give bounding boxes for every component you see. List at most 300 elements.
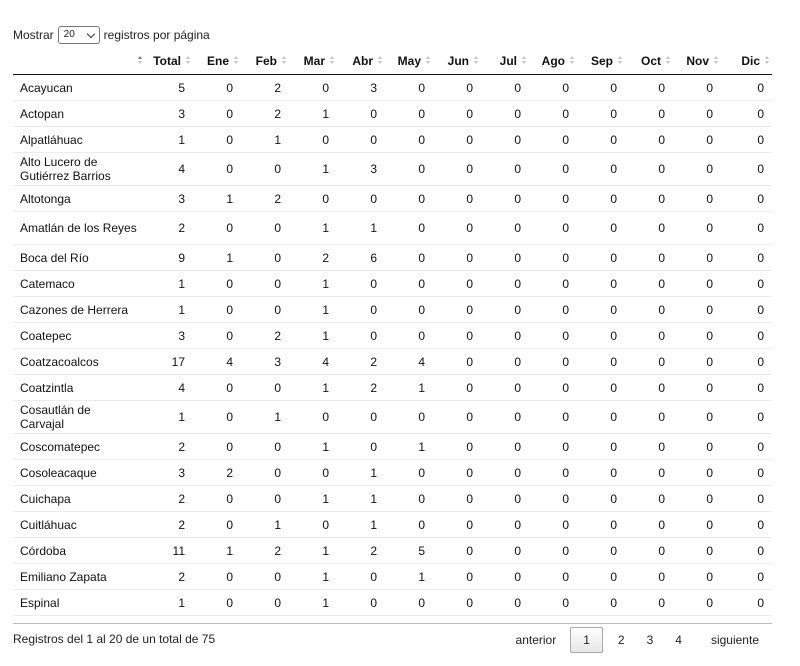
cell-feb: 0 — [241, 245, 289, 271]
cell-nov: 0 — [673, 486, 721, 512]
cell-jun: 0 — [433, 245, 481, 271]
pagination — [505, 627, 770, 653]
column-header-label: Jun — [447, 53, 469, 68]
cell-total: 3 — [145, 323, 193, 349]
column-header-label: Total — [153, 53, 181, 68]
cell-total: 4 — [145, 153, 193, 186]
cell-ago: 0 — [529, 245, 577, 271]
cell-abr: 1 — [337, 512, 385, 538]
length-menu — [13, 25, 210, 45]
table-row — [13, 401, 772, 434]
cell-municipio: Catemaco — [13, 271, 145, 297]
cell-municipio: Acayucan — [13, 75, 145, 101]
table-row — [13, 245, 772, 271]
cell-total: 17 — [145, 349, 193, 375]
cell-mar: 1 — [289, 101, 337, 127]
cell-dic: 0 — [721, 127, 772, 153]
cell-oct: 0 — [625, 297, 673, 323]
column-header-label: Ene — [206, 53, 229, 68]
cell-dic: 0 — [721, 75, 772, 101]
cell-dic: 0 — [721, 375, 772, 401]
cell-sep: 0 — [577, 486, 625, 512]
cell-nov: 0 — [673, 512, 721, 538]
table-row — [13, 460, 772, 486]
page-length-select[interactable] — [58, 26, 100, 44]
cell-may: 0 — [385, 245, 433, 271]
cell-mar: 1 — [289, 564, 337, 590]
cell-jul: 0 — [481, 127, 529, 153]
pagination-pages — [566, 627, 693, 653]
cell-dic: 0 — [721, 590, 772, 616]
cell-may: 0 — [385, 460, 433, 486]
cell-may: 0 — [385, 101, 433, 127]
cell-ago: 0 — [529, 297, 577, 323]
cell-may: 1 — [385, 564, 433, 590]
cell-ene: 0 — [193, 153, 241, 186]
cell-jul: 0 — [481, 153, 529, 186]
cell-jul: 0 — [481, 434, 529, 460]
cell-oct: 0 — [625, 271, 673, 297]
cell-jun: 0 — [433, 127, 481, 153]
cell-may: 0 — [385, 127, 433, 153]
column-header-mar[interactable] — [289, 47, 337, 75]
cell-abr: 2 — [337, 375, 385, 401]
cell-jun: 0 — [433, 101, 481, 127]
sort-icon — [713, 56, 718, 64]
table-header-row — [13, 47, 772, 75]
cell-municipio: Cosoleacaque — [13, 460, 145, 486]
cell-feb: 1 — [241, 512, 289, 538]
column-header-jul[interactable] — [481, 47, 529, 75]
cell-dic: 0 — [721, 401, 772, 434]
cell-jun: 0 — [433, 564, 481, 590]
table-row — [13, 434, 772, 460]
pagination-page-3[interactable]: 3 — [646, 633, 654, 647]
column-header-label: Ago — [541, 53, 565, 68]
sort-icon — [473, 56, 478, 64]
cell-oct: 0 — [625, 375, 673, 401]
cell-abr: 2 — [337, 538, 385, 564]
column-header-municipio[interactable] — [13, 47, 145, 75]
cell-municipio: Emiliano Zapata — [13, 564, 145, 590]
cell-municipio: Córdoba — [13, 538, 145, 564]
cell-oct: 0 — [625, 349, 673, 375]
cell-dic: 0 — [721, 153, 772, 186]
cell-may: 1 — [385, 375, 433, 401]
cell-mar: 0 — [289, 512, 337, 538]
cell-abr: 1 — [337, 212, 385, 245]
cell-dic: 0 — [721, 564, 772, 590]
cell-abr: 3 — [337, 75, 385, 101]
cell-municipio: Amatlán de los Reyes — [13, 212, 145, 245]
cell-abr: 0 — [337, 323, 385, 349]
cell-jun: 0 — [433, 486, 481, 512]
column-header-feb[interactable] — [241, 47, 289, 75]
column-header-label: Dic — [741, 53, 760, 68]
cell-ago: 0 — [529, 349, 577, 375]
cell-dic: 0 — [721, 297, 772, 323]
cell-jul: 0 — [481, 590, 529, 616]
pagination-page-4[interactable]: 4 — [675, 633, 682, 647]
cell-sep: 0 — [577, 538, 625, 564]
cell-jun: 0 — [433, 434, 481, 460]
cell-ago: 0 — [529, 153, 577, 186]
table-row — [13, 564, 772, 590]
pagination-next[interactable]: siguiente — [710, 633, 759, 647]
cell-nov: 0 — [673, 460, 721, 486]
cell-may: 0 — [385, 75, 433, 101]
cell-total: 9 — [145, 245, 193, 271]
cell-total: 1 — [145, 127, 193, 153]
column-header-oct[interactable] — [625, 47, 673, 75]
cell-mar: 0 — [289, 127, 337, 153]
cell-abr: 1 — [337, 460, 385, 486]
cell-mar: 1 — [289, 323, 337, 349]
cell-feb: 0 — [241, 212, 289, 245]
cell-ene: 1 — [193, 186, 241, 212]
table-row — [13, 101, 772, 127]
column-header-label: Feb — [255, 53, 277, 68]
cell-jun: 0 — [433, 590, 481, 616]
cell-jun: 0 — [433, 153, 481, 186]
cell-nov: 0 — [673, 349, 721, 375]
cell-jun: 0 — [433, 349, 481, 375]
cell-total: 3 — [145, 460, 193, 486]
table-row — [13, 153, 772, 186]
length-menu-suffix: registros por página — [103, 28, 210, 42]
cell-municipio: Espinal — [13, 590, 145, 616]
cell-oct: 0 — [625, 434, 673, 460]
sort-icon — [569, 56, 574, 64]
cell-municipio: Alpatláhuac — [13, 127, 145, 153]
cell-ago: 0 — [529, 101, 577, 127]
cell-total: 2 — [145, 212, 193, 245]
pagination-page-1[interactable]: 1 — [570, 627, 603, 653]
cell-ene: 0 — [193, 297, 241, 323]
cell-mar: 1 — [289, 297, 337, 323]
cell-dic: 0 — [721, 212, 772, 245]
cell-mar: 1 — [289, 153, 337, 186]
cell-may: 0 — [385, 297, 433, 323]
cell-municipio: Cosautlán de Carvajal — [13, 401, 145, 434]
cell-sep: 0 — [577, 101, 625, 127]
cell-oct: 0 — [625, 245, 673, 271]
cell-total: 11 — [145, 538, 193, 564]
column-header-label: May — [397, 53, 421, 68]
cell-jul: 0 — [481, 564, 529, 590]
cell-may: 0 — [385, 512, 433, 538]
cell-total: 1 — [145, 590, 193, 616]
cell-mar: 1 — [289, 590, 337, 616]
chevron-down-icon — [86, 30, 94, 38]
cell-abr: 0 — [337, 186, 385, 212]
cell-jul: 0 — [481, 538, 529, 564]
table-row — [13, 349, 772, 375]
table-footer-divider — [13, 623, 772, 624]
cell-nov: 0 — [673, 401, 721, 434]
cell-dic: 0 — [721, 434, 772, 460]
column-header-sep[interactable] — [577, 47, 625, 75]
cell-oct: 0 — [625, 590, 673, 616]
table-row — [13, 590, 772, 616]
cell-may: 0 — [385, 486, 433, 512]
cell-jun: 0 — [433, 460, 481, 486]
cell-oct: 0 — [625, 512, 673, 538]
sort-icon — [281, 56, 286, 64]
cell-sep: 0 — [577, 564, 625, 590]
sort-icon — [377, 56, 382, 64]
table-row — [13, 271, 772, 297]
cell-total: 5 — [145, 75, 193, 101]
column-header-abr[interactable] — [337, 47, 385, 75]
cell-ago: 0 — [529, 512, 577, 538]
cell-ene: 4 — [193, 349, 241, 375]
cell-mar: 2 — [289, 245, 337, 271]
cell-abr: 0 — [337, 271, 385, 297]
cell-ene: 2 — [193, 460, 241, 486]
cell-feb: 2 — [241, 75, 289, 101]
cell-oct: 0 — [625, 486, 673, 512]
cell-ene: 0 — [193, 434, 241, 460]
cell-oct: 0 — [625, 564, 673, 590]
cell-oct: 0 — [625, 538, 673, 564]
cell-municipio: Coatepec — [13, 323, 145, 349]
cell-oct: 0 — [625, 101, 673, 127]
column-header-nov[interactable] — [673, 47, 721, 75]
cell-municipio: Coatzacoalcos — [13, 349, 145, 375]
cell-abr: 1 — [337, 486, 385, 512]
cell-ago: 0 — [529, 375, 577, 401]
cell-jul: 0 — [481, 375, 529, 401]
cell-nov: 0 — [673, 245, 721, 271]
cell-ago: 0 — [529, 323, 577, 349]
cell-ago: 0 — [529, 538, 577, 564]
cell-sep: 0 — [577, 323, 625, 349]
column-header-label: Mar — [303, 53, 325, 68]
cell-municipio: Actopan — [13, 101, 145, 127]
cell-may: 4 — [385, 349, 433, 375]
cell-mar: 1 — [289, 375, 337, 401]
table-row — [13, 538, 772, 564]
cell-nov: 0 — [673, 564, 721, 590]
sort-icon — [137, 56, 142, 64]
cell-dic: 0 — [721, 271, 772, 297]
cell-mar: 1 — [289, 434, 337, 460]
sort-icon — [329, 56, 334, 64]
cell-feb: 2 — [241, 186, 289, 212]
cell-ene: 0 — [193, 101, 241, 127]
cell-sep: 0 — [577, 590, 625, 616]
cell-abr: 0 — [337, 564, 385, 590]
cell-jun: 0 — [433, 538, 481, 564]
table-row — [13, 323, 772, 349]
cell-jul: 0 — [481, 271, 529, 297]
cell-may: 0 — [385, 271, 433, 297]
cell-jul: 0 — [481, 486, 529, 512]
cell-dic: 0 — [721, 512, 772, 538]
page-length-value: 20 — [63, 29, 75, 40]
cell-ene: 0 — [193, 271, 241, 297]
cell-ene: 0 — [193, 564, 241, 590]
cell-jul: 0 — [481, 186, 529, 212]
cell-ene: 0 — [193, 212, 241, 245]
cell-oct: 0 — [625, 460, 673, 486]
cell-sep: 0 — [577, 75, 625, 101]
sort-icon — [665, 56, 670, 64]
cell-total: 4 — [145, 375, 193, 401]
cell-jul: 0 — [481, 323, 529, 349]
pagination-page-2[interactable]: 2 — [617, 633, 625, 647]
cell-may: 5 — [385, 538, 433, 564]
cell-sep: 0 — [577, 401, 625, 434]
cell-may: 0 — [385, 323, 433, 349]
cell-sep: 0 — [577, 460, 625, 486]
cell-sep: 0 — [577, 186, 625, 212]
cell-mar: 1 — [289, 486, 337, 512]
length-menu-prefix: Mostrar — [13, 28, 54, 42]
cell-dic: 0 — [721, 349, 772, 375]
table-row — [13, 75, 772, 101]
cell-jun: 0 — [433, 297, 481, 323]
cell-feb: 0 — [241, 564, 289, 590]
cell-oct: 0 — [625, 323, 673, 349]
cell-jun: 0 — [433, 512, 481, 538]
cell-ago: 0 — [529, 212, 577, 245]
cell-nov: 0 — [673, 590, 721, 616]
cell-feb: 1 — [241, 127, 289, 153]
cell-dic: 0 — [721, 538, 772, 564]
cell-dic: 0 — [721, 245, 772, 271]
cell-nov: 0 — [673, 434, 721, 460]
cell-feb: 0 — [241, 590, 289, 616]
cell-abr: 6 — [337, 245, 385, 271]
cell-ago: 0 — [529, 127, 577, 153]
table-row — [13, 486, 772, 512]
cell-municipio: Cuitláhuac — [13, 512, 145, 538]
column-header-label: Abr — [352, 53, 373, 68]
cell-feb: 0 — [241, 271, 289, 297]
table-row — [13, 127, 772, 153]
sort-icon — [764, 56, 769, 64]
cell-municipio: Coscomatepec — [13, 434, 145, 460]
table-row — [13, 186, 772, 212]
cell-ago: 0 — [529, 590, 577, 616]
cell-jun: 0 — [433, 75, 481, 101]
cell-total: 2 — [145, 512, 193, 538]
column-header-jun[interactable] — [433, 47, 481, 75]
cell-municipio: Boca del Río — [13, 245, 145, 271]
sort-icon — [521, 56, 526, 64]
cell-sep: 0 — [577, 434, 625, 460]
table-body — [13, 75, 772, 616]
cell-may: 0 — [385, 590, 433, 616]
cell-ago: 0 — [529, 271, 577, 297]
cell-jun: 0 — [433, 271, 481, 297]
cell-nov: 0 — [673, 323, 721, 349]
column-header-label: Oct — [640, 53, 661, 68]
cell-sep: 0 — [577, 349, 625, 375]
cell-nov: 0 — [673, 297, 721, 323]
column-header-total[interactable] — [145, 47, 193, 75]
cell-oct: 0 — [625, 153, 673, 186]
cell-jul: 0 — [481, 349, 529, 375]
cell-feb: 3 — [241, 349, 289, 375]
cell-dic: 0 — [721, 460, 772, 486]
cell-jun: 0 — [433, 186, 481, 212]
column-header-label: Sep — [590, 53, 613, 68]
cell-jun: 0 — [433, 375, 481, 401]
cell-ago: 0 — [529, 75, 577, 101]
column-header-ene[interactable] — [193, 47, 241, 75]
cell-ene: 1 — [193, 538, 241, 564]
cell-sep: 0 — [577, 153, 625, 186]
cell-ene: 0 — [193, 401, 241, 434]
cell-municipio: Altotonga — [13, 186, 145, 212]
cell-nov: 0 — [673, 127, 721, 153]
cell-total: 3 — [145, 186, 193, 212]
cell-may: 0 — [385, 153, 433, 186]
cell-oct: 0 — [625, 75, 673, 101]
cell-mar: 1 — [289, 271, 337, 297]
cell-feb: 0 — [241, 460, 289, 486]
cell-abr: 0 — [337, 401, 385, 434]
cell-feb: 0 — [241, 486, 289, 512]
cell-sep: 0 — [577, 375, 625, 401]
cell-sep: 0 — [577, 245, 625, 271]
column-header-dic[interactable] — [721, 47, 772, 75]
cell-nov: 0 — [673, 212, 721, 245]
cell-nov: 0 — [673, 75, 721, 101]
cell-jul: 0 — [481, 401, 529, 434]
cell-nov: 0 — [673, 271, 721, 297]
cell-ago: 0 — [529, 460, 577, 486]
cell-jun: 0 — [433, 323, 481, 349]
cell-may: 1 — [385, 434, 433, 460]
cell-total: 1 — [145, 271, 193, 297]
cell-oct: 0 — [625, 186, 673, 212]
table-row — [13, 512, 772, 538]
cell-jul: 0 — [481, 245, 529, 271]
cell-oct: 0 — [625, 212, 673, 245]
table-row — [13, 375, 772, 401]
cell-mar: 0 — [289, 75, 337, 101]
cell-sep: 0 — [577, 512, 625, 538]
cell-jun: 0 — [433, 401, 481, 434]
table-row — [13, 297, 772, 323]
cell-total: 2 — [145, 564, 193, 590]
column-header-may[interactable] — [385, 47, 433, 75]
data-table — [13, 47, 772, 616]
cell-jul: 0 — [481, 460, 529, 486]
cell-abr: 0 — [337, 297, 385, 323]
cell-oct: 0 — [625, 401, 673, 434]
column-header-label: Nov — [686, 53, 709, 68]
pagination-previous[interactable]: anterior — [515, 633, 557, 647]
cell-mar: 1 — [289, 538, 337, 564]
cell-ene: 1 — [193, 245, 241, 271]
cell-jul: 0 — [481, 512, 529, 538]
cell-feb: 2 — [241, 101, 289, 127]
cell-mar: 0 — [289, 401, 337, 434]
cell-nov: 0 — [673, 375, 721, 401]
column-header-ago[interactable] — [529, 47, 577, 75]
cell-abr: 0 — [337, 434, 385, 460]
cell-feb: 0 — [241, 153, 289, 186]
cell-sep: 0 — [577, 297, 625, 323]
cell-ene: 0 — [193, 127, 241, 153]
cell-oct: 0 — [625, 127, 673, 153]
cell-dic: 0 — [721, 186, 772, 212]
